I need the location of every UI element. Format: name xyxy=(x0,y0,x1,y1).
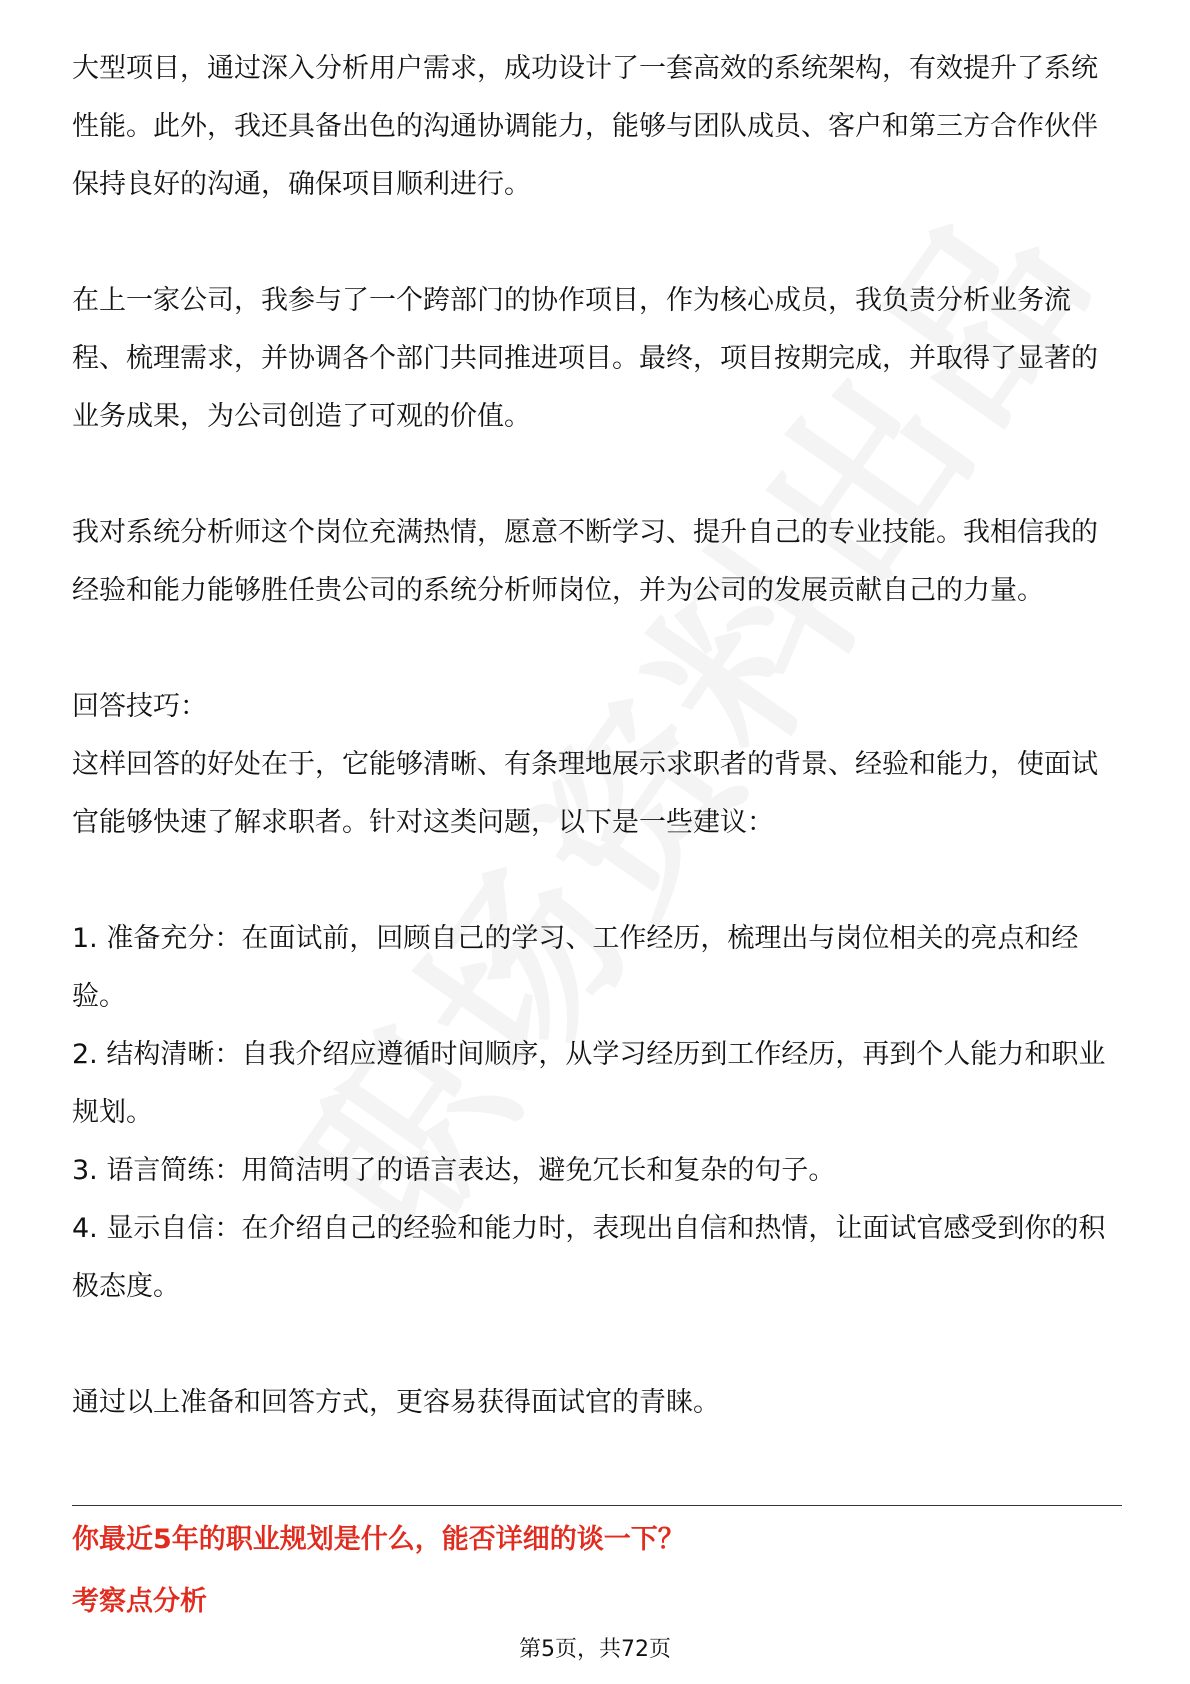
section-divider xyxy=(72,1505,1122,1506)
analysis-subheading: 考察点分析 xyxy=(72,1586,207,1617)
paragraph-project-experience: 大型项目，通过深入分析用户需求，成功设计了一套高效的系统架构，有效提升了系统性能。此外，我还具备出色的沟通协调能力，能够与团队成员、客户和第三方合作伙伴保持良好的沟通，确保项目顺利进行。 xyxy=(72,53,1098,200)
tip-item: 1. 准备充分：在面试前，回顾自己的学习、工作经历，梳理出与岗位相关的亮点和经验。 xyxy=(72,923,1079,1012)
tips-list xyxy=(72,910,1122,1316)
page-number: 第5页，共72页 xyxy=(519,1637,671,1662)
tip-item: 3. 语言简练：用简洁明了的语言表达，避免冗长和复杂的句子。 xyxy=(72,1155,836,1186)
tip-item: 4. 显示自信：在介绍自己的经验和能力时，表现出自信和热情，让面试官感受到你的积极态度。 xyxy=(72,1213,1106,1302)
tips-heading: 回答技巧： xyxy=(72,691,207,722)
tips-conclusion: 通过以上准备和回答方式，更容易获得面试官的青睐。 xyxy=(72,1387,720,1418)
tips-intro: 这样回答的好处在于，它能够清晰、有条理地展示求职者的背景、经验和能力，使面试官能够快速了解求职者。针对这类问题，以下是一些建议： xyxy=(72,749,1098,838)
tip-item: 2. 结构清晰：自我介绍应遵循时间顺序，从学习经历到工作经历，再到个人能力和职业规划。 xyxy=(72,1039,1106,1128)
document-body xyxy=(72,40,1122,1432)
paragraph-cross-department: 在上一家公司，我参与了一个跨部门的协作项目，作为核心成员，我负责分析业务流程、梳理需求，并协调各个部门共同推进项目。最终，项目按期完成，并取得了显著的业务成果，为公司创造了可观的价值。 xyxy=(72,285,1098,432)
paragraph-passion: 我对系统分析师这个岗位充满热情，愿意不断学习、提升自己的专业技能。我相信我的经验和能力能够胜任贵公司的系统分析师岗位，并为公司的发展贡献自己的力量。 xyxy=(72,517,1098,606)
question-heading: 你最近5年的职业规划是什么，能否详细的谈一下？ xyxy=(72,1524,685,1555)
